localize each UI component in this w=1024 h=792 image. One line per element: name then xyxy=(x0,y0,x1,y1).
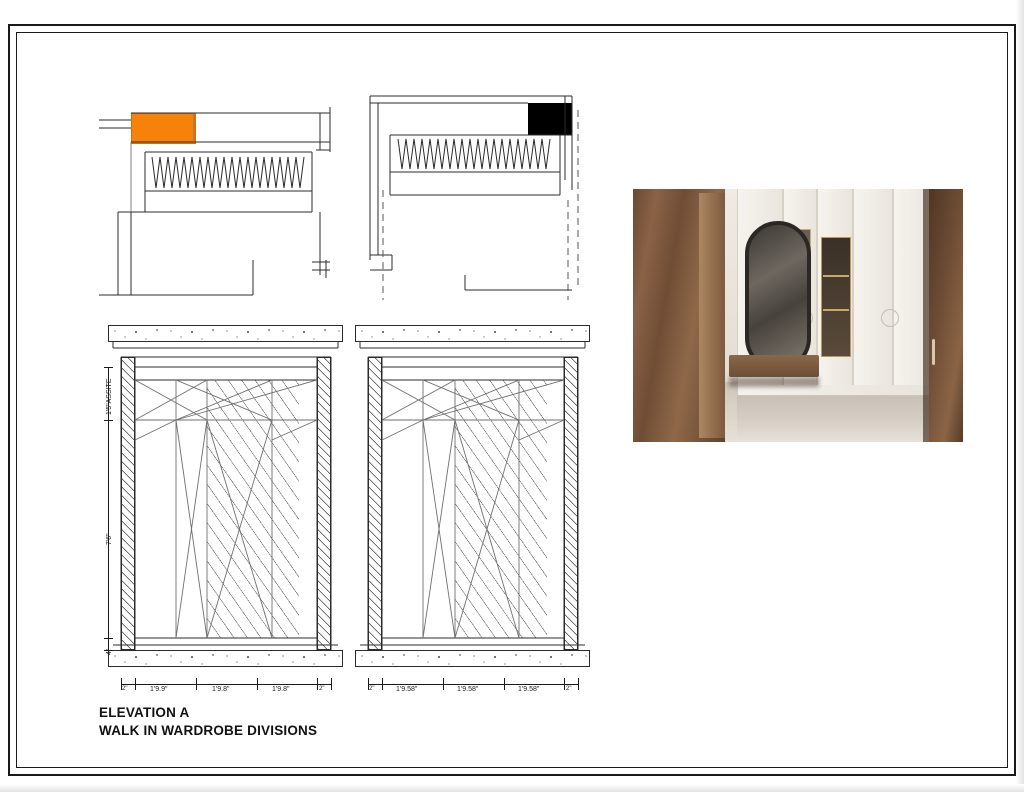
elevation-left-dim-v-3: 4" xyxy=(106,648,113,655)
render-floor-reflection xyxy=(737,396,933,442)
elevation-left-dim-h-line xyxy=(121,684,331,685)
plan-right-color-swatch xyxy=(528,103,572,135)
dim-tick xyxy=(564,678,565,690)
render-console-table xyxy=(729,355,819,377)
render-wardrobe-panel xyxy=(853,189,893,385)
elevation-left-dim-v-1: 1'5"ASSITE xyxy=(106,378,113,415)
elevation-left-door-glass-hatch xyxy=(207,380,299,638)
elevation-right-dim-h-4: 2" xyxy=(566,686,572,692)
render-mirror xyxy=(745,221,811,371)
dim-tick xyxy=(135,678,136,690)
elevation-left-dim-v-2: 7'6" xyxy=(106,533,113,545)
render-niche-shelf xyxy=(823,309,849,311)
render-door-handle xyxy=(881,309,899,327)
elevation-left-wall-column-right xyxy=(317,357,331,650)
elevation-right-door-glass-hatch xyxy=(455,380,547,638)
dim-tick xyxy=(578,678,579,690)
elevation-right-dim-h-1: 1'9.58" xyxy=(396,686,418,693)
elevation-left-dim-h-4: 2" xyxy=(319,686,325,692)
render-wood-door-left-edge xyxy=(699,193,725,438)
elevation-right-bottom-slab xyxy=(355,650,590,667)
elevation-right-dim-h-3: 1'9.58" xyxy=(518,686,540,693)
elevation-right-dim-h-0: 2" xyxy=(369,686,375,692)
dim-tick xyxy=(104,367,113,368)
elevation-left-dim-h-0: 2" xyxy=(122,686,128,692)
dim-tick xyxy=(104,638,113,639)
render-door-handle-bar xyxy=(932,339,935,365)
elevation-right-top-slab xyxy=(355,325,590,342)
page-edge-shadow-right xyxy=(1016,0,1024,792)
elevation-left-dim-h-2: 1'9.8" xyxy=(212,686,230,693)
page-edge-shadow-bottom xyxy=(0,784,1024,792)
elevation-right-dim-h-line xyxy=(368,684,578,685)
render-console-shadow xyxy=(729,377,819,387)
title-line-2: WALK IN WARDROBE DIVISIONS xyxy=(99,723,318,738)
title-block xyxy=(99,704,317,740)
dim-tick xyxy=(104,420,113,421)
elevation-right-wall-column-right xyxy=(564,357,578,650)
render-niche-shelf xyxy=(823,275,849,277)
elevation-left-top-slab xyxy=(108,325,343,342)
elevation-right-wall-column-left xyxy=(368,357,382,650)
title-line-1: ELEVATION A xyxy=(99,705,190,720)
wardrobe-render-photo xyxy=(633,189,963,442)
dim-tick xyxy=(331,678,332,690)
plan-left-color-swatch xyxy=(131,113,196,144)
render-wood-door-right xyxy=(929,189,963,442)
elevation-left-dim-h-1: 1'9.9" xyxy=(150,686,168,693)
dim-tick xyxy=(196,678,197,690)
elevation-right-dim-h-2: 1'9.58" xyxy=(457,686,479,693)
dim-tick xyxy=(504,678,505,690)
elevation-left-dim-h-3: 1'9.8" xyxy=(272,686,290,693)
dim-tick xyxy=(382,678,383,690)
dim-tick xyxy=(257,678,258,690)
dim-tick xyxy=(317,678,318,690)
dim-tick xyxy=(443,678,444,690)
elevation-left-wall-column-left xyxy=(121,357,135,650)
render-open-niche xyxy=(821,237,851,357)
elevation-left-bottom-slab xyxy=(108,650,343,667)
